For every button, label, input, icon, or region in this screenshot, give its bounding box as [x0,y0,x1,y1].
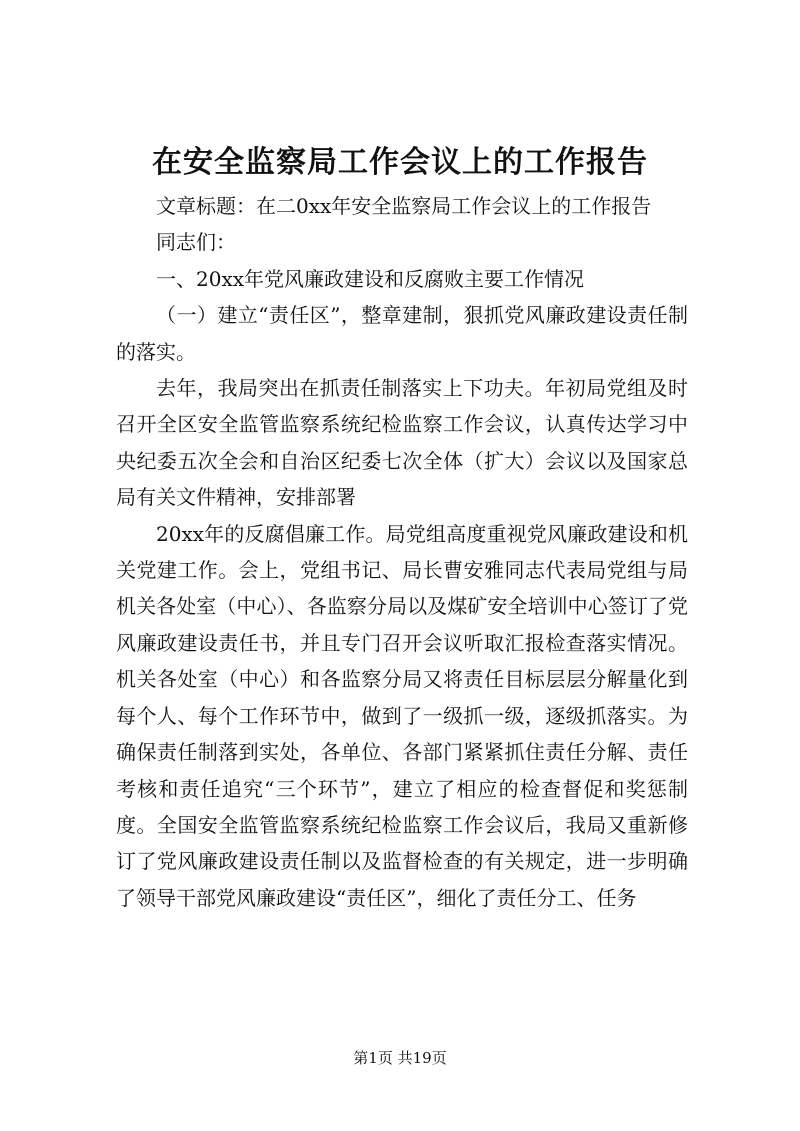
paragraph-section-heading: 一、20xx年党风廉政建设和反腐败主要工作情况 [156,266,585,291]
document-title: 在安全监察局工作会议上的工作报告 [152,145,648,180]
page-number-footer: 第1页 共19页 [353,1049,447,1067]
paragraph-body-2: 20xx年的反腐倡廉工作。局党组高度重视党风廉政建设和机关党建工作。会上，党组书记、局长曹安雅同志代表局党组与局机关各处室（中心）、各监察分局以及煤矿安全培训中心签订了党风廉政建设责任书，并且专门召开会议听取汇报检查落实情况。机关各处室（中心）和各监察分局又将责任目标层层分解量化到每个人、每个工作环节中，做到了一级抓一级，逐级抓落实。为确保责任制落到实处，各单位、各部门紧紧抓住责任分解、责任考核和责任追究“三个环节”，建立了相应的检查督促和奖惩制度。全国安全监管监察系统纪检监察工作会议后，我局又重新修订了党风廉政建设责任制以及监督检查的有关规定，进一步明确了领导干部党风廉政建设“责任区”，细化了责任分工、任务 [116,521,688,910]
paragraph-body-1: 去年，我局突出在抓责任制落实上下功夫。年初局党组及时召开全区安全监管监察系统纪检监察工作会议，认真传达学习中央纪委五次全会和自治区纪委七次全体（扩大）会议以及国家总局有关文件精神，安排部署 [116,376,688,510]
paragraph-subsection-heading: （一）建立“责任区”，整章建制，狠抓党风廉政建设责任制的落实。 [116,303,688,364]
paragraph-salutation: 同志们： [156,230,236,255]
paragraph-article-title: 文章标题：在二0xx年安全监察局工作会议上的工作报告 [156,194,652,218]
document-body [116,188,688,916]
